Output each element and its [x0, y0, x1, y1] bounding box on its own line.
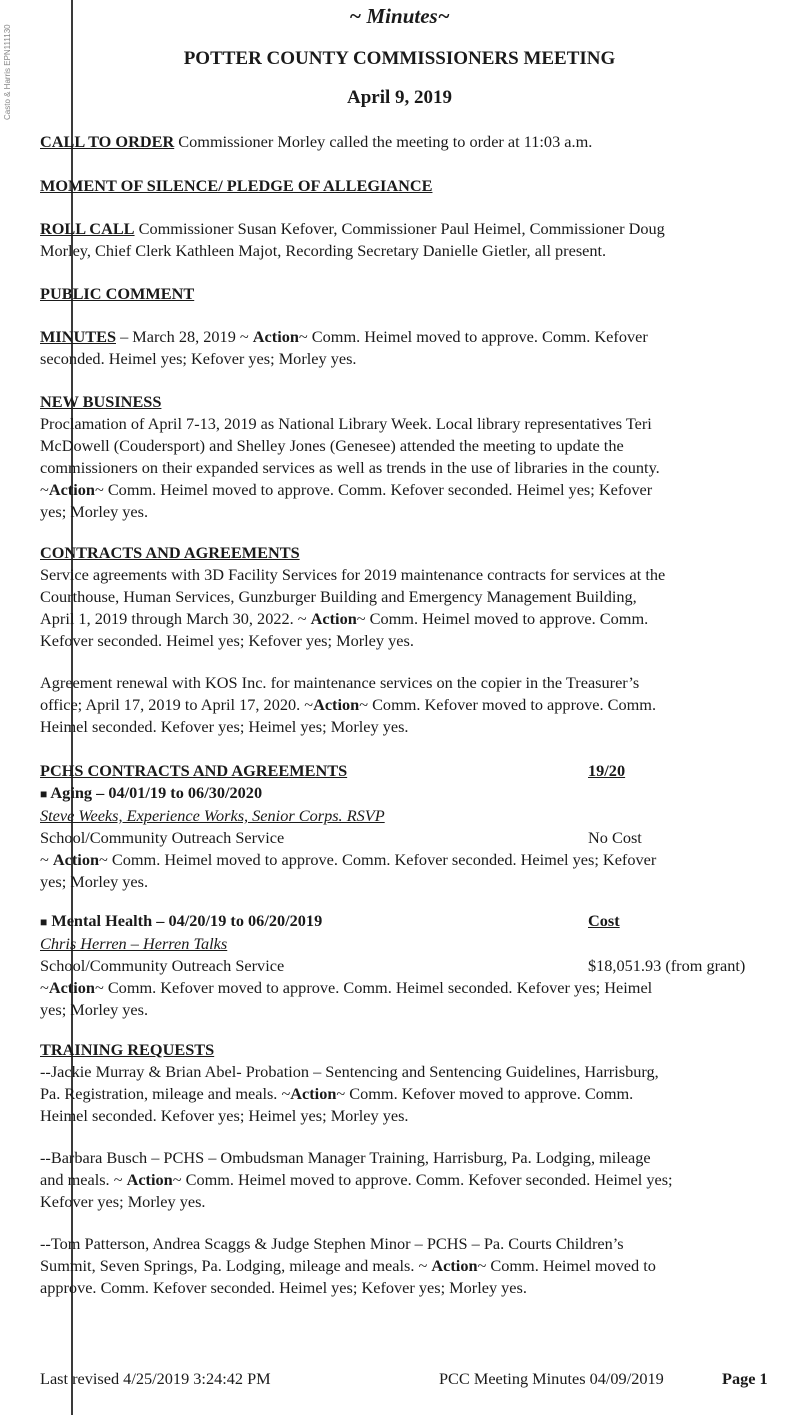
- agreement-renewal: Agreement renewal with KOS Inc. for maintenance services on the copier in the Treasurer’s office; April 17, 2019 to April 17, 2020. ~Action~ Comm. Kefover moved to approve. Comm. Heimel seconded. Kefover yes; Heimel yes; Morley yes.: [40, 673, 657, 736]
- new-business: NEW BUSINESS Proclamation of April 7-13, 2019 as National Library Week. Local library representatives Teri McDowell (Coudersport) and Shelley Jones (Genesee) attended the meeting to update the commissioners on their expanded services as well as trends in the use of libraries in the county. ~Action~ Comm. Heimel moved to approve. Comm. Kefover seconded. Heimel yes; Kefover yes; Morley yes.: [40, 392, 660, 521]
- contracts-agreements: CONTRACTS AND AGREEMENTS Service agreements with 3D Facility Services for 2019 maintenance contracts for services at the Courthouse, Human Services, Gunzburger Building and Emergency Management Building, April 1, 2019 through March 30, 2022. ~ Action~ Comm. Heimel moved to approve. Comm. Kefover seconded. Heimel yes; Kefover yes; Morley yes.: [40, 543, 666, 650]
- org-title: POTTER COUNTY COMMISSIONERS MEETING: [183, 48, 616, 69]
- call-to-order: CALL TO ORDER Commissioner Morley called the meeting to order at 11:03 a.m.: [40, 132, 593, 151]
- side-stamp: Casto & Harris EPN111130: [3, 24, 12, 120]
- meeting-date: April 9, 2019: [346, 87, 453, 108]
- doc-title: ~ Minutes~: [349, 4, 450, 28]
- moment-of-silence: MOMENT OF SILENCE/ PLEDGE OF ALLEGIANCE: [40, 176, 433, 195]
- public-comment: PUBLIC COMMENT: [40, 284, 195, 303]
- minutes-section: MINUTES – March 28, 2019 ~ Action~ Comm. Heimel moved to approve. Comm. Kefover seconded. Heimel yes; Kefover yes; Morley yes.: [40, 327, 648, 368]
- training-patterson: --Tom Patterson, Andrea Scaggs & Judge Stephen Minor – PCHS – Pa. Courts Children’s Summit, Seven Springs, Pa. Lodging, mileage and meals. ~ Action~ Comm. Heimel moved to approve. Comm. Kefover seconded. Heimel yes; Kefover yes; Morley yes.: [40, 1234, 656, 1297]
- last-revised: Last revised 4/25/2019 3:24:42 PM: [40, 1369, 271, 1388]
- page-number: Page 1: [722, 1369, 768, 1388]
- pchs-contracts: PCHS CONTRACTS AND AGREEMENTS 19/20 ■ Aging – 04/01/19 to 06/30/2020 Steve Weeks, Experience Works, Senior Corps. RSVP School/Community Outreach Service No Cost ~ Action~ Comm. Heimel moved to approve. Comm. Kefover seconded. Heimel yes; Kefover yes; Morley yes.: [40, 761, 657, 891]
- training-requests: TRAINING REQUESTS --Jackie Murray & Brian Abel- Probation – Sentencing and Sentencing Guidelines, Harrisburg, Pa. Registration, mileage and meals. ~Action~ Comm. Kefover moved to approve. Comm. Heimel seconded. Kefover yes; Heimel yes; Morley yes.: [40, 1040, 659, 1125]
- roll-call: ROLL CALL Commissioner Susan Kefover, Commissioner Paul Heimel, Commissioner Doug Morley, Chief Clerk Kathleen Majot, Recording Secretary Danielle Gietler, all present.: [40, 219, 665, 260]
- training-busch: --Barbara Busch – PCHS – Ombudsman Manager Training, Harrisburg, Pa. Lodging, mileage and meals. ~ Action~ Comm. Heimel moved to approve. Comm. Kefover seconded. Heimel yes; Kefover yes; Morley yes.: [40, 1148, 673, 1211]
- mental-health: ■ Mental Health – 04/20/19 to 06/20/2019 Cost Chris Herren – Herren Talks School/Community Outreach Service $18,051.93 (from grant) ~Action~ Comm. Kefover moved to approve. Comm. Heimel seconded. Kefover yes; Heimel yes; Morley yes.: [40, 911, 746, 1019]
- footer-doc: PCC Meeting Minutes 04/09/2019: [439, 1369, 664, 1388]
